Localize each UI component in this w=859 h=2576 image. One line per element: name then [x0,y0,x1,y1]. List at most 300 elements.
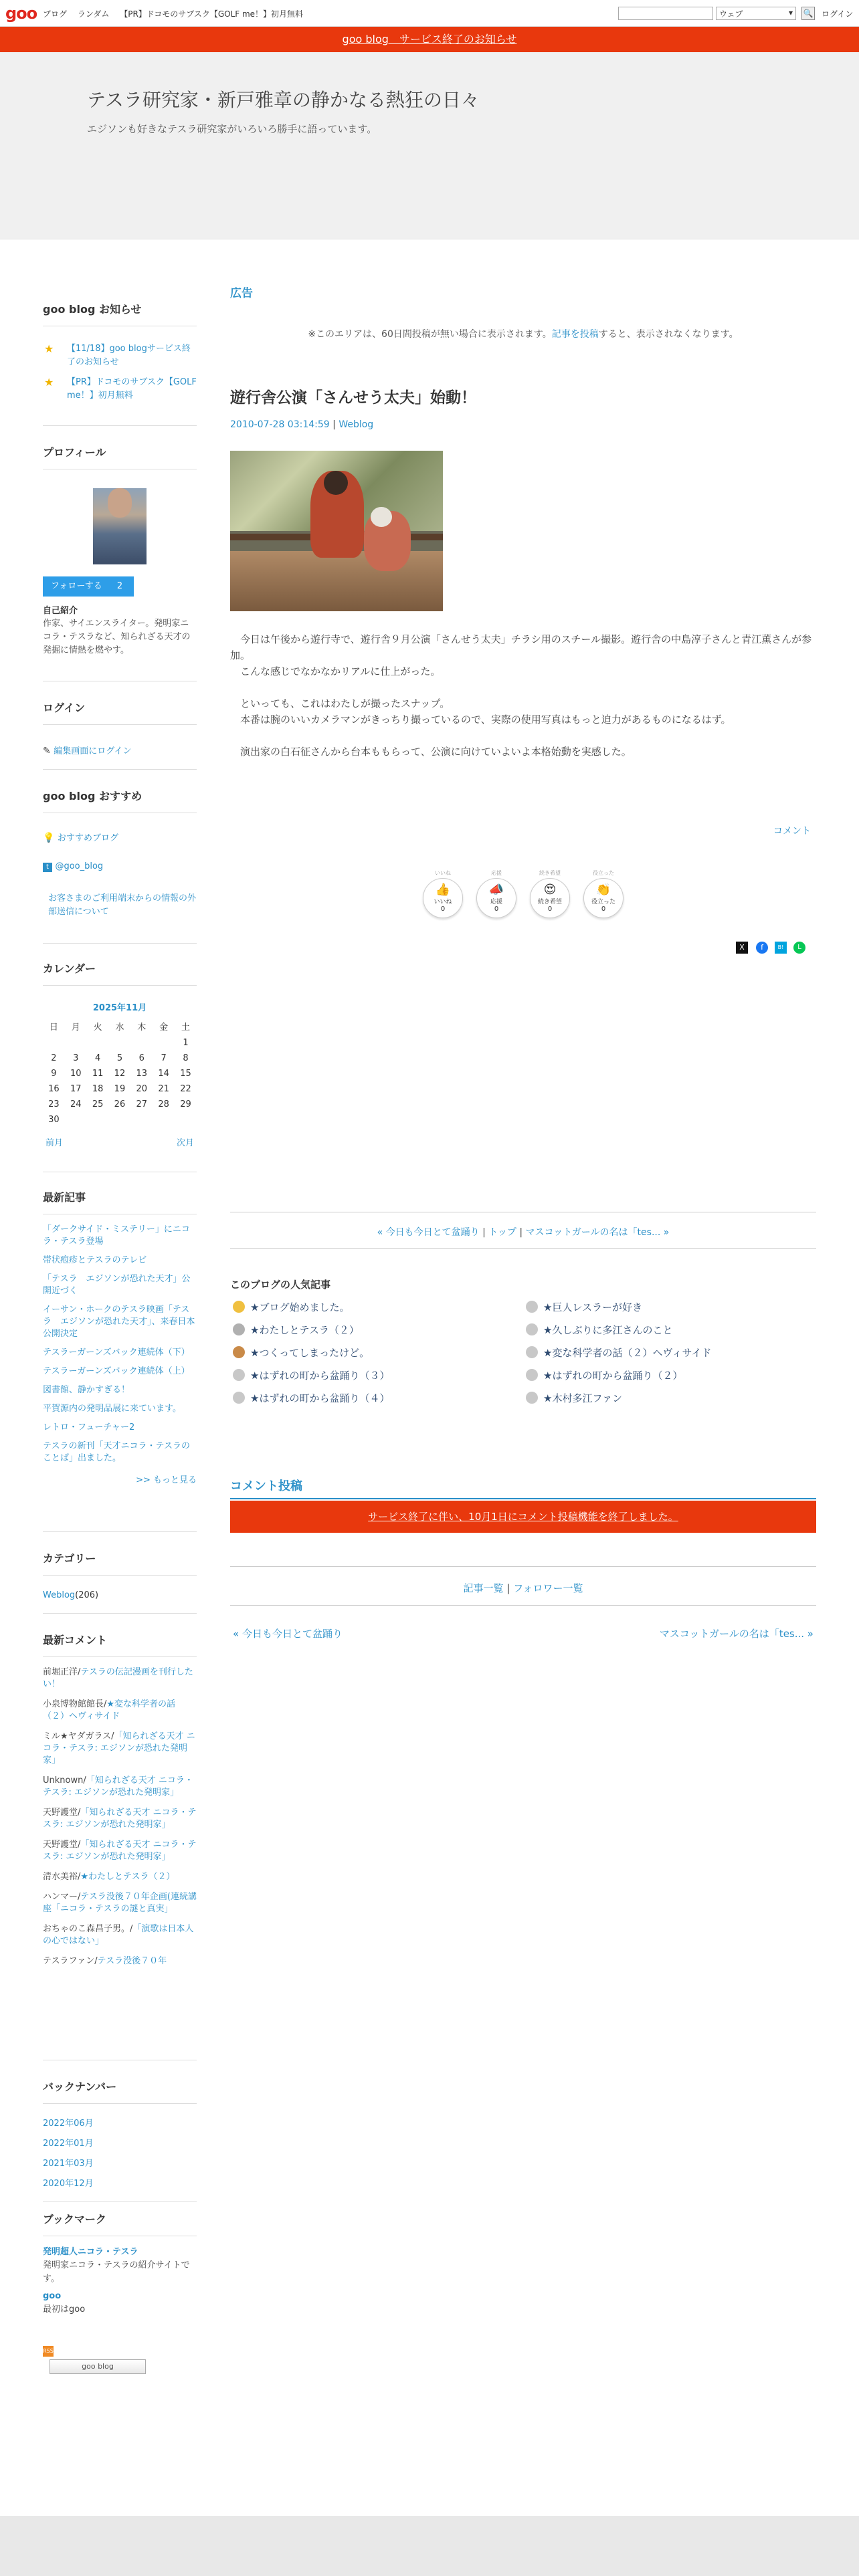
comment-post-heading: コメント投稿 [230,1477,816,1499]
rank-icon [526,1346,538,1358]
comment-author: 清水美裕/ [43,1872,81,1882]
calendar-day [130,1035,153,1051]
reaction-count: 0 [547,905,553,913]
calendar-week [43,1081,197,1097]
reaction-button[interactable] [530,878,570,918]
calendar-day [109,1112,131,1128]
follow-button[interactable] [43,576,134,597]
list-item [43,1440,197,1465]
calendar-weekday: 火 [93,1023,102,1033]
recent-post-link[interactable]: 「テスラ エジソンが恐れた天才」公開近づく [43,1274,191,1296]
bookmark-item [43,2290,197,2317]
goo-logo[interactable]: goo [5,4,37,23]
sidebar-heading-comments: 最新コメント [43,1632,197,1657]
pager-sep: | [482,1227,486,1238]
pager-sep: | [519,1227,523,1238]
pencil-icon: ✎ [43,746,51,756]
comment-target-link[interactable]: テスラ没後７０年 [97,1956,167,1966]
comment-target-link[interactable]: 「演歌は日本人の心ではない」 [43,1924,194,1946]
top-bar [0,0,859,27]
sidebar-heading-calendar: カレンダー [43,960,197,986]
popular-post-link[interactable]: ★ブログ始めました。 [250,1301,350,1313]
popular-post-link[interactable]: ★久しぶりに多江さんのこと [543,1324,673,1336]
post-paragraph [230,679,816,695]
comment-post-section [230,1477,816,1533]
list-item [43,1731,197,1767]
list-item [526,1300,642,1314]
blog-title[interactable]: テスラ研究家・新戸雅章の静かなる熱狂の日々 [87,89,480,111]
rank-icon [526,1369,538,1381]
comment-author: ハンマー/ [43,1892,81,1902]
follow-label: フォローする [51,581,102,591]
sidebar-comments [43,1632,197,1975]
calendar-weekday: 水 [115,1023,124,1033]
list-item [43,1923,197,1947]
star-icon: ★ [44,376,54,389]
comment-target-link[interactable]: 「知られざる天才 ニコラ・テスラ: エジソンが恐れた発明家」 [43,1840,197,1862]
calendar-day: 22 [180,1084,191,1094]
calendar-week [43,1066,197,1081]
notice-item[interactable] [43,342,197,369]
calendar-day: 7 [161,1053,167,1063]
comment-target-link[interactable]: ★わたしとテスラ（２） [80,1872,175,1882]
footer-links [230,1581,816,1595]
sidebar-recommend [43,788,197,919]
calendar-weekday-row [43,1017,197,1035]
goo-blog-twitter-link[interactable]: @goo_blog [55,861,104,871]
reaction-count: 0 [494,905,499,913]
list-item [43,1384,197,1396]
post-title[interactable]: 遊行舎公演「さんせう太夫」始動！ [230,389,476,407]
service-end-notice-bar [0,27,859,52]
backnumber-item [43,2153,197,2173]
service-end-notice-link[interactable]: goo blog サービス終了のお知らせ [342,33,517,45]
calendar-table [43,1017,197,1128]
sidebar-heading-category: カテゴリー [43,1550,197,1576]
popular-post-link[interactable]: ★わたしとテスラ（２） [250,1324,359,1336]
comment-author: Unknown/ [43,1776,86,1786]
list-item [43,1347,197,1359]
calendar-weekday: 日 [49,1023,58,1033]
top-nav [43,8,311,19]
sidebar-heading-backnumbers: バックナンバー [43,2078,197,2104]
rank-icon [526,1323,538,1335]
list-item [43,1255,197,1267]
sidebar-profile [43,444,197,657]
calendar-day: 2 [51,1053,57,1063]
reaction-label: いいね [434,899,452,905]
category-count: (206) [75,1590,99,1600]
nav-pr-link[interactable]: 【PR】ドコモのサブスク【GOLF me！】初月無料 [120,9,304,19]
ad-section [230,284,816,340]
reaction-caption: 役立った [593,870,614,876]
crown-icon [233,1346,245,1358]
backnumber-link[interactable]: 2022年06月 [43,2119,94,2129]
list-item [233,1300,349,1314]
calendar-day: 5 [116,1053,123,1063]
nav-blog-link[interactable]: ブログ [43,9,68,19]
sidebar-heading-recent: 最新記事 [43,1189,197,1214]
recent-post-link[interactable]: テスラーガーンズバック連続体（上） [43,1366,190,1376]
intro-title: 自己紹介 [43,606,78,616]
backnumber-item [43,2173,197,2193]
post-meta-sep: | [332,419,336,430]
notice-item[interactable] [43,376,197,403]
rss-label: RSS [43,2348,54,2354]
edit-login-link[interactable]: 編集画面にログイン [54,746,132,756]
calendar-day: 26 [114,1099,126,1109]
follow-count: 2 [116,581,123,591]
list-item [526,1323,672,1337]
popular-post-link[interactable]: ★つくってしまったけど。 [250,1347,370,1359]
calendar-day: 21 [158,1084,169,1094]
reaction-item [582,869,625,918]
goo-blog-badge[interactable] [50,2359,146,2374]
more-item [43,1473,197,1485]
list-item [43,1871,197,1883]
backnumber-link[interactable]: 2021年03月 [43,2159,94,2169]
comment-author: おちゃのこ森昌子男。/ [43,1924,133,1934]
rank-icon [526,1301,538,1313]
sidebar-recent-posts [43,1189,197,1485]
calendar-week [43,1097,197,1112]
bookmark-item [43,2246,197,2286]
sidebar-heading-profile: プロフィール [43,444,197,469]
reaction-label: 応援 [490,899,502,905]
bookmark-desc: 発明家ニコラ・テスラの紹介サイトです。 [43,2260,190,2284]
search-button[interactable] [801,7,815,20]
calendar-day [87,1035,109,1051]
recent-post-link[interactable]: レトロ・フューチャー2 [43,1422,135,1432]
bookmark-link-goo[interactable]: goo [43,2291,62,2301]
rank-icon [526,1392,538,1404]
post-pager [230,1225,816,1239]
backnumber-list [43,2113,197,2189]
recommend-blog-link[interactable]: おすすめブログ [57,833,119,843]
sidebar-category [43,1550,197,1600]
comment-author: テスラファン/ [43,1956,98,1966]
calendar-day [109,1035,131,1051]
calendar-day: 9 [51,1069,57,1079]
line-share-icon[interactable]: L [793,942,805,954]
ad-note-text-after: すると、表示されなくなります。 [598,329,739,340]
list-item [43,1304,197,1340]
calendar-day: 29 [180,1099,191,1109]
reaction-icon: 👏 [595,883,611,897]
calendar-week [43,1112,197,1128]
rank-icon [233,1392,245,1404]
post-paragraph: 本番は腕のいいカメラマンがきっちり撮っているので、実際の使用写真はもっと迫力があるものになるはず。 [230,714,731,726]
comment-target-link[interactable]: ★変な科学者の話（２）ヘヴィサイド [43,1699,176,1721]
calendar-weekday: 土 [181,1023,191,1033]
sidebar-login [43,700,197,758]
share-icons [736,942,811,955]
recent-post-link[interactable]: 帯状疱疹とテスラのテレビ [43,1255,147,1265]
search-scope-value: ウェブ [719,9,743,19]
notice-link-2[interactable]: 【PR】ドコモのサブスク【GOLF me！】初月無料 [67,377,197,401]
comment-target-link[interactable]: テスラ没後７０年企画(連続講座「ニコラ・テスラの謎と真実」 [43,1892,197,1914]
footer-next-link[interactable]: マスコットガールの名は「tes... » [659,1628,814,1640]
more-posts-link[interactable]: >> もっと見る [136,1475,197,1485]
reaction-buttons [421,869,636,923]
calendar-weekday: 金 [159,1023,169,1033]
login-item[interactable] [43,745,197,758]
sidebar-heading-login: ログイン [43,700,197,725]
calendar-day [175,1112,197,1128]
popular-post-link[interactable]: ★変な科学者の話（２）ヘヴィサイド [543,1347,712,1359]
backnumber-item [43,2113,197,2133]
ad-note-text: ※このエリアは、60日間投稿が無い場合に表示されます。 [308,329,552,340]
search-input[interactable] [618,7,713,20]
list-item [43,1224,197,1248]
popular-post-link[interactable]: ★巨人レスラーが好き [543,1301,642,1313]
calendar-day: 27 [136,1099,148,1109]
popular-post-link[interactable]: ★はずれの町から盆踊り（４） [250,1392,390,1404]
rank-icon [233,1369,245,1381]
ad-heading: 広告 [230,287,253,300]
blog-header [0,52,859,239]
post-paragraph: 演出家の白石征さんから台本ももらって、公演に向けていよいよ本格始動を実感した。 [230,746,632,758]
divider [43,425,197,426]
comment-author: 天野護堂/ [43,1808,81,1818]
post-paragraph: こんな感じでなかなかリアルに仕上がった。 [230,665,441,677]
recommend-item[interactable] [43,832,197,845]
post-meta [230,419,816,430]
recent-post-link[interactable]: 平賀源内の発明品展に来ています。 [43,1404,181,1414]
reaction-count: 0 [440,905,446,913]
sidebar-heading-notices: goo blog お知らせ [43,301,197,326]
comment-link[interactable]: コメント [773,826,811,837]
popular-heading: このブログの人気記事 [230,1279,331,1291]
top-link[interactable]: トップ [488,1227,516,1238]
calendar-day: 19 [114,1084,126,1094]
list-item [43,1667,197,1691]
reaction-item [421,869,464,918]
external-info-link[interactable]: お客さまのご利用端末からの情報の外部送信について [48,893,197,917]
post-article-link[interactable]: 記事を投稿 [551,329,599,340]
comment-author: ミル★ヤダガラス/ [43,1731,114,1741]
list-item [43,1422,197,1434]
recent-post-link[interactable]: イーサン・ホークのテスラ映画「テスラ エジソンが恐れた天才」、来春日本公開決定 [43,1305,195,1339]
reaction-count: 0 [601,905,606,913]
backnumber-item [43,2133,197,2153]
list-item [43,1839,197,1863]
search-scope-select[interactable] [716,7,796,20]
divider [43,1531,197,1532]
reaction-button[interactable] [583,878,624,918]
calendar-day: 28 [158,1099,169,1109]
comment-author: 小泉博物館館長/ [43,1699,107,1709]
chevron-down-icon: ▾ [788,8,793,17]
comment-target-link[interactable]: 「知られざる天才 ニコラ・テスラ: エジソンが恐れた発明家」 [43,1776,193,1798]
login-link[interactable]: ログイン [822,9,854,19]
list-item [43,1807,197,1831]
post [230,385,816,430]
comment-author: 天野護堂/ [43,1840,81,1850]
popular-post-link[interactable]: ★はずれの町から盆踊り（２） [543,1370,683,1382]
facebook-share-icon[interactable]: f [756,942,768,954]
twitter-icon: t [43,863,52,872]
calendar-month: 2025年11月 [92,1003,147,1013]
followers-link[interactable]: フォロワー一覧 [513,1582,583,1594]
calendar-day [153,1112,175,1128]
list-item [43,1699,197,1723]
sidebar-heading-recommend: goo blog おすすめ [43,788,197,813]
post-paragraph: 今日は午後から遊行寺で、遊行舎９月公演「さんせう太夫」チラシ用のスチール撮影。遊行舎の中島淳子さんと青江薫さんが参加。 [230,633,812,661]
comment-target-link[interactable]: 「知られざる天才 ニコラ・テスラ: エジソンが恐れた発明家」 [43,1808,197,1830]
bookmark-link-tesla[interactable]: 発明超人ニコラ・テスラ [43,2247,138,2257]
recent-post-link[interactable]: 「ダークサイド・ミステリー」にニコラ・テスラ登場 [43,1224,190,1247]
reaction-caption: 続き希望 [539,870,561,876]
recent-post-link[interactable]: テスラーガーンズバック連続体（下） [43,1348,190,1358]
list-item [526,1368,682,1382]
divider [230,1248,816,1249]
reaction-icon: 😍 [543,883,557,897]
ad-note [230,327,816,340]
popular-list [230,1300,816,1414]
notice-link-1[interactable]: 【11/18】goo blogサービス終了のお知らせ [67,344,191,367]
star-icon: ★ [44,342,54,355]
calendar-day [130,1112,153,1128]
prev-post-link[interactable]: « 今日も今日とて盆踊り [377,1227,480,1238]
x-share-icon[interactable]: X [736,942,748,954]
category-item[interactable] [43,1590,197,1600]
goo-blog-badge-label: goo blog [82,2362,114,2371]
reaction-caption: いいね [435,870,451,876]
divider [43,769,197,770]
list-item [43,1955,197,1967]
calendar-day: 10 [70,1069,82,1079]
list-item [233,1368,389,1382]
category-link[interactable]: Weblog [43,1590,76,1600]
divider [230,1566,816,1567]
calendar-day [43,1035,65,1051]
calendar-day: 1 [183,1038,189,1048]
post-body [230,631,816,760]
comment-author: 前堀正洋/ [43,1667,81,1677]
reaction-label: 続き希望 [537,899,562,905]
divider [43,1613,197,1614]
list-item [43,1366,197,1378]
divider [43,943,197,944]
post-category-link[interactable]: Weblog [339,419,374,430]
comment-target-link[interactable]: テスラの伝記漫画を刊行したい！ [43,1667,193,1689]
calendar-day: 3 [73,1053,79,1063]
popular-posts [230,1277,816,1291]
calendar-day: 20 [136,1084,148,1094]
sidebar-heading-bookmarks: ブックマーク [43,2211,197,2236]
list-item [233,1391,389,1405]
intro-text: 作家、サイエンスライター。発明家ニコラ・テスラなど、知られざる天才の発掘に情熱を燃やす。 [43,619,191,655]
recent-post-link[interactable]: テスラの新刊「天才ニコラ・テスラのことば」出ました。 [43,1441,190,1463]
popular-post-link[interactable]: ★木村多江ファン [543,1392,623,1404]
reaction-item [529,869,571,918]
calendar-day [153,1035,175,1051]
calendar-day [65,1035,87,1051]
recommend-item[interactable] [43,860,197,873]
reaction-label: 役立った [591,899,615,905]
backnumber-link[interactable]: 2020年12月 [43,2179,94,2189]
list-item [233,1323,359,1337]
calendar-day: 8 [183,1053,189,1063]
calendar-day: 15 [180,1069,191,1079]
reaction-button[interactable] [476,878,516,918]
calendar-day [65,1112,87,1128]
calendar-day: 25 [92,1099,104,1109]
blog-description: エジソンも好きなテスラ研究家がいろいろ勝手に語っています。 [87,123,377,135]
list-item [526,1391,622,1405]
sidebar-notices [43,301,197,403]
footer-sep: | [506,1582,510,1594]
calendar-weekday: 月 [71,1023,80,1033]
list-item [233,1346,369,1360]
calendar-day: 17 [70,1084,82,1094]
calendar-day: 24 [70,1099,82,1109]
recent-post-link[interactable]: 図書館、静かすぎる！ [43,1385,130,1395]
avatar[interactable] [93,488,147,564]
sidebar-calendar [43,960,197,1149]
calendar-week [43,1051,197,1066]
post-paragraph: といっても、これはわたしが撮ったスナップ。 [230,697,450,710]
calendar-weekday: 木 [137,1023,147,1033]
sidebar-bookmarks [43,2211,197,2374]
popular-post-link[interactable]: ★はずれの町から盆踊り（３） [250,1370,390,1382]
footer-pager [230,1626,816,1642]
calendar-day: 16 [48,1084,60,1094]
nav-random-link[interactable]: ランダム [77,9,110,19]
footer-prev-link[interactable]: « 今日も今日とて盆踊り [233,1628,343,1640]
post-paragraph [230,728,816,744]
comment-closed-banner [230,1501,816,1533]
page-footer [0,2516,859,2576]
list-item [43,1273,197,1297]
calendar-day: 30 [48,1115,60,1125]
all-posts-link[interactable]: 記事一覧 [463,1582,504,1594]
comment-list [43,1667,197,1967]
post-photo[interactable] [230,451,443,611]
bookmark-desc: 最初はgoo [43,2304,86,2315]
calendar-day [87,1112,109,1128]
comment-target-link[interactable]: 「知られざる天才 ニコラ・テスラ: エジソンが恐れた発明家」 [43,1731,195,1765]
reaction-button[interactable] [423,878,463,918]
calendar-day: 4 [94,1053,101,1063]
next-post-link[interactable]: マスコットガールの名は「tes... » [525,1227,670,1238]
calendar-week [43,1035,197,1051]
post-date: 2010-07-28 03:14:59 [230,419,330,430]
calendar-prev-link[interactable]: 前月 [45,1138,64,1148]
backnumber-link[interactable]: 2022年01月 [43,2139,94,2149]
calendar-day: 23 [48,1099,60,1109]
list-item [43,1775,197,1799]
list-item [526,1346,712,1360]
hatena-share-icon[interactable]: B! [775,942,787,954]
calendar-next-link[interactable]: 次月 [176,1138,194,1148]
crown-icon [233,1323,245,1335]
calendar-day: 13 [136,1069,148,1079]
divider [230,1605,816,1606]
comment-closed-link[interactable]: サービス終了に伴い、10月1日にコメント投稿機能を終了しました。 [368,1511,678,1523]
reaction-icon: 📣 [488,883,504,897]
reaction-icon: 👍 [435,883,451,897]
sidebar-backnumbers [43,2078,197,2189]
rss-icon[interactable] [43,2346,54,2357]
calendar-day: 18 [92,1084,104,1094]
crown-icon [233,1301,245,1313]
reaction-item [475,869,518,918]
search-icon: 🔍 [803,9,814,18]
recommend-info[interactable] [43,892,197,919]
calendar-nav [43,1136,197,1149]
